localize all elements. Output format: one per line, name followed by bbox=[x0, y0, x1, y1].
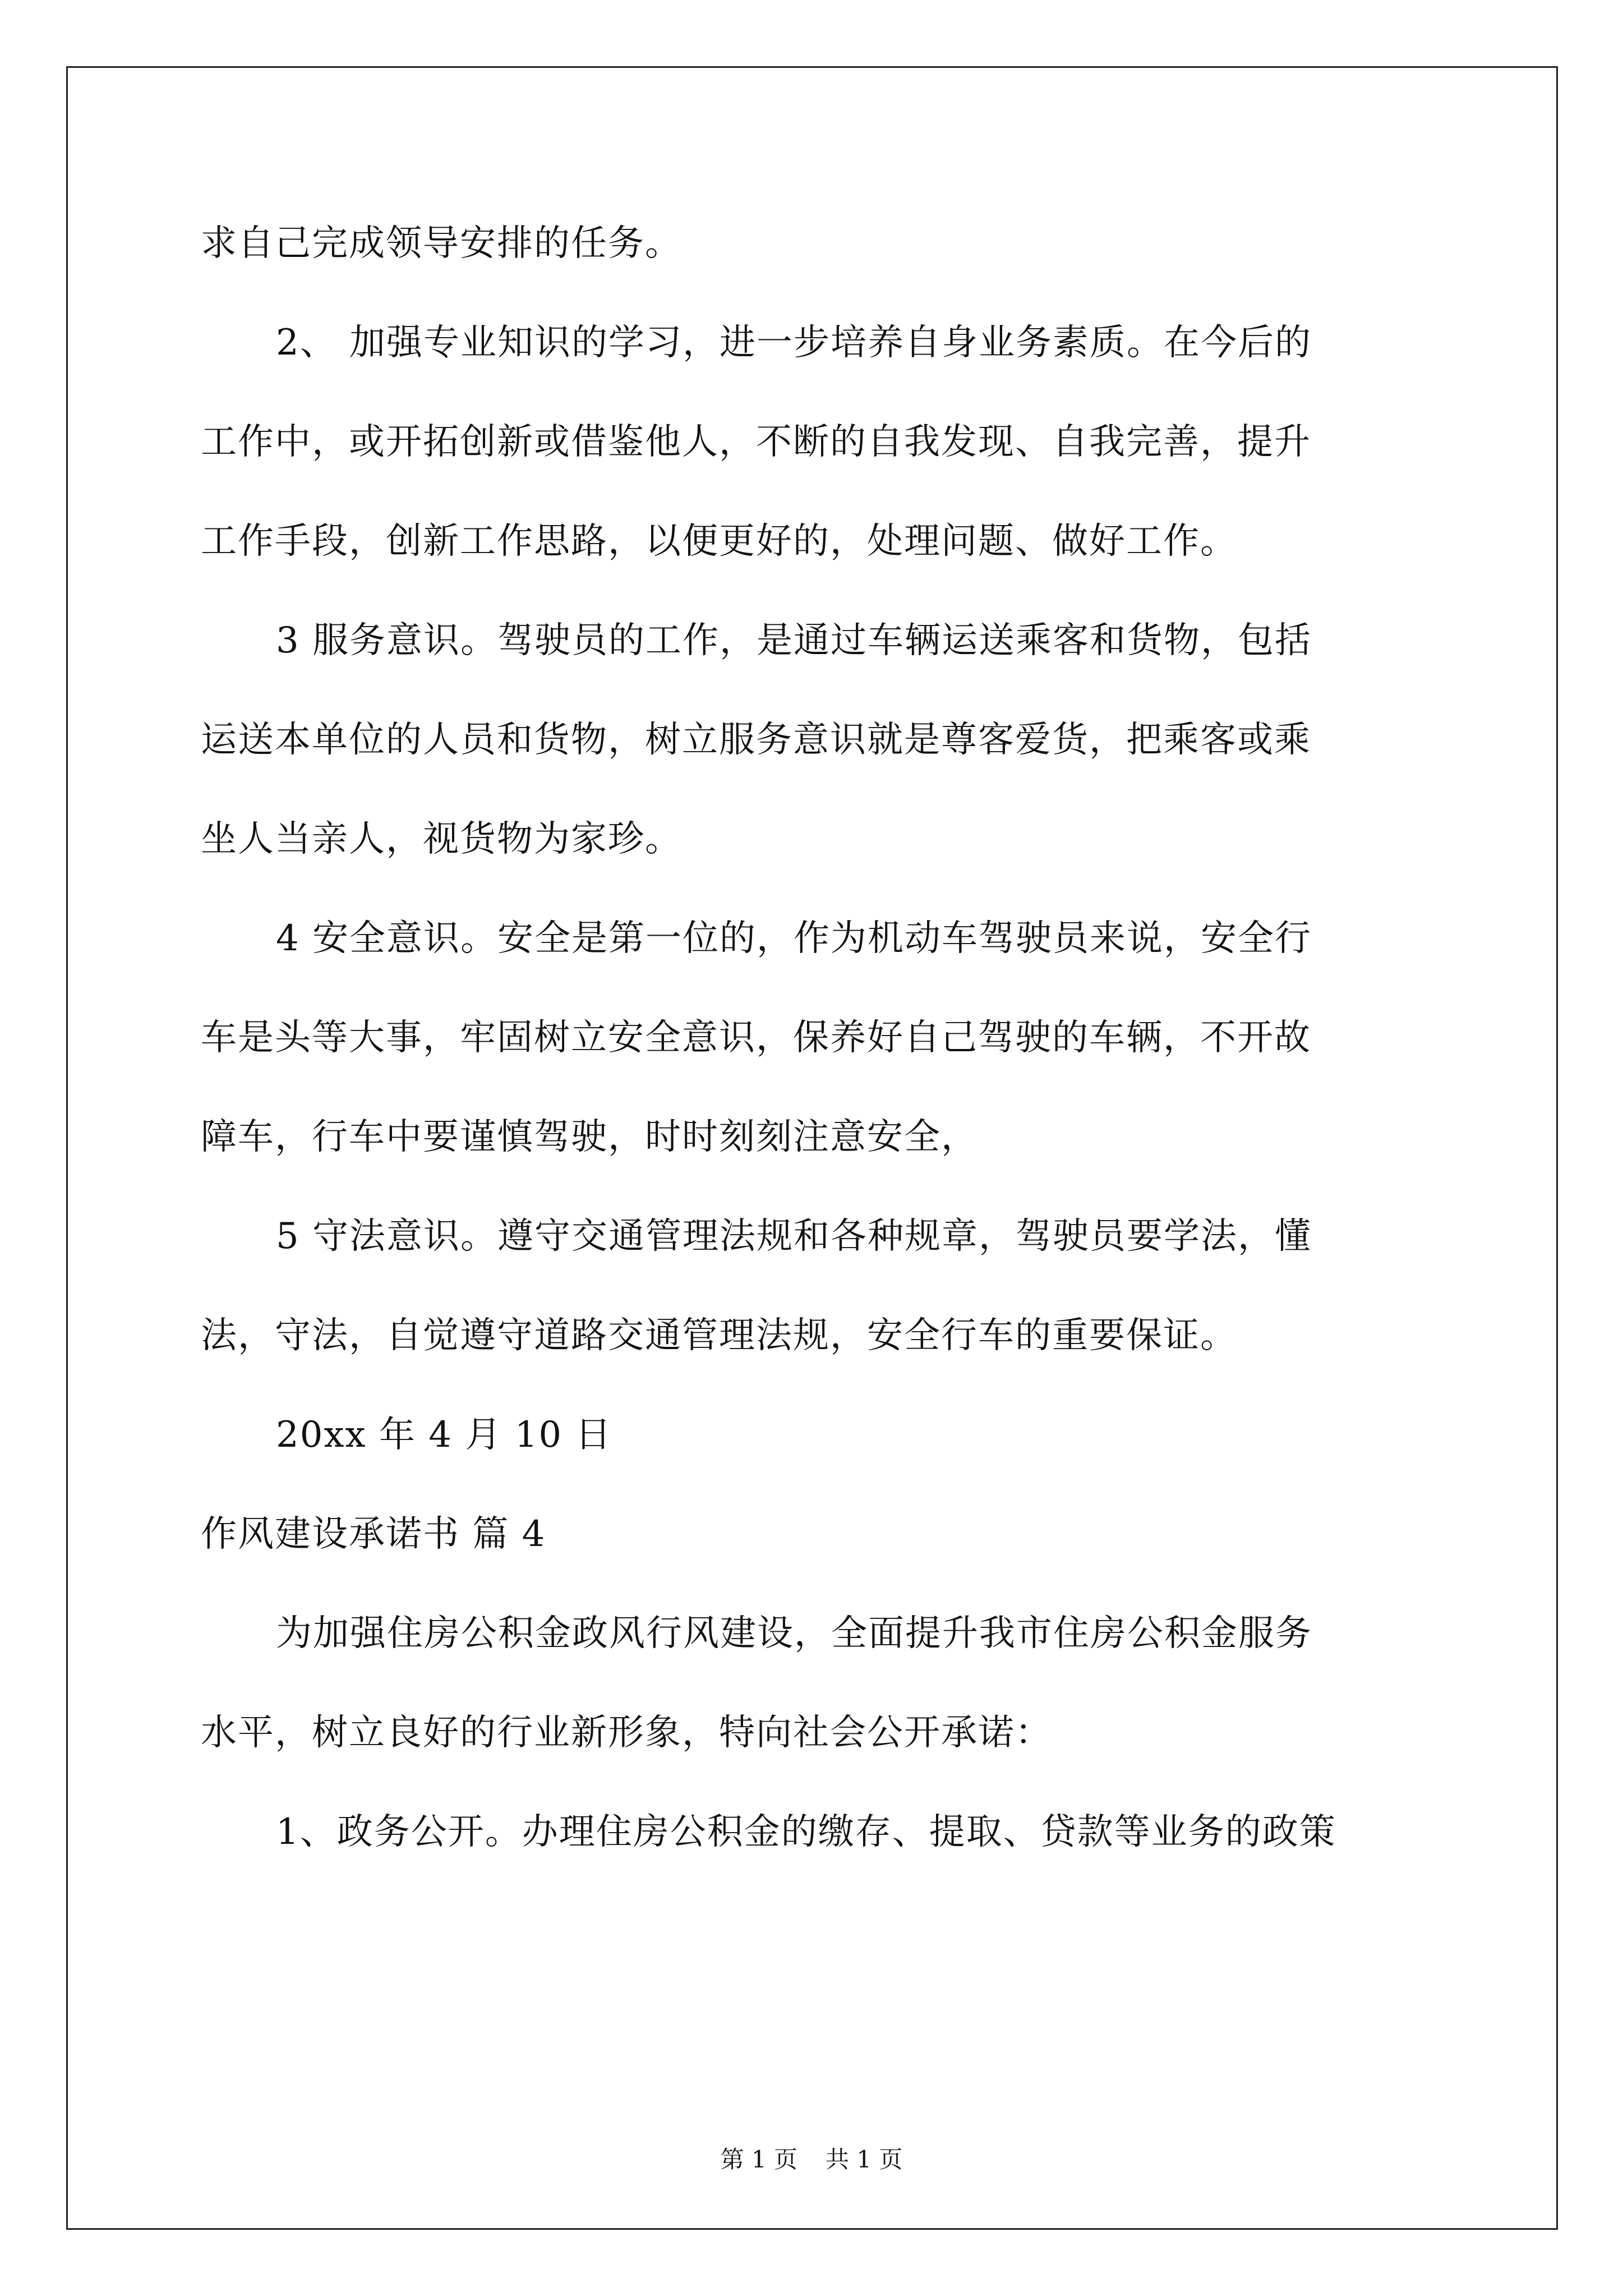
paragraph-line-11: 5 守法意识。遵守交通管理法规和各种规章，驾驶员要学法，懂 bbox=[276, 1216, 1312, 1257]
paragraph-line-2: 2、 加强专业知识的学习，进一步培养自身业务素质。在今后的 bbox=[276, 322, 1312, 364]
paragraph-line-15: 1、政务公开。办理住房公积金的缴存、提取、贷款等业务的政策 bbox=[276, 1811, 1336, 1853]
paragraph-line-4: 工作手段，创新工作思路，以便更好的，处理问题、做好工作。 bbox=[201, 521, 1237, 562]
date-line: 20xx 年 4 月 10 日 bbox=[276, 1414, 612, 1456]
paragraph-line-13: 为加强住房公积金政风行风建设，全面提升我市住房公积金服务 bbox=[276, 1613, 1312, 1654]
paragraph-line-7: 坐人当亲人，视货物为家珍。 bbox=[201, 818, 682, 860]
paragraph-line-9: 车是头等大事，牢固树立安全意识，保养好自己驾驶的车辆，不开故 bbox=[201, 1017, 1311, 1059]
paragraph-line-12: 法，守法，自觉遵守道路交通管理法规，安全行车的重要保证。 bbox=[201, 1315, 1237, 1356]
paragraph-line-6: 运送本单位的人员和货物，树立服务意识就是尊客爱货，把乘客或乘 bbox=[201, 719, 1311, 761]
paragraph-line-14: 水平，树立良好的行业新形象，特向社会公开承诺： bbox=[201, 1712, 1052, 1754]
page-number: 第 1 页 bbox=[720, 2146, 797, 2173]
paragraph-line-3: 工作中，或开拓创新或借鉴他人，不断的自我发现、自我完善，提升 bbox=[201, 421, 1311, 463]
paragraph-line-1: 求自己完成领导安排的任务。 bbox=[201, 223, 682, 264]
paragraph-line-10: 障车，行车中要谨慎驾驶，时时刻刻注意安全， bbox=[201, 1116, 978, 1158]
page-total: 共 1 页 bbox=[826, 2146, 903, 2173]
section-heading: 作风建设承诺书 篇 4 bbox=[201, 1513, 546, 1555]
page-footer bbox=[0, 2144, 1623, 2175]
paragraph-line-8: 4 安全意识。安全是第一位的，作为机动车驾驶员来说，安全行 bbox=[276, 918, 1312, 959]
paragraph-line-5: 3 服务意识。驾驶员的工作，是通过车辆运送乘客和货物，包括 bbox=[276, 620, 1312, 661]
